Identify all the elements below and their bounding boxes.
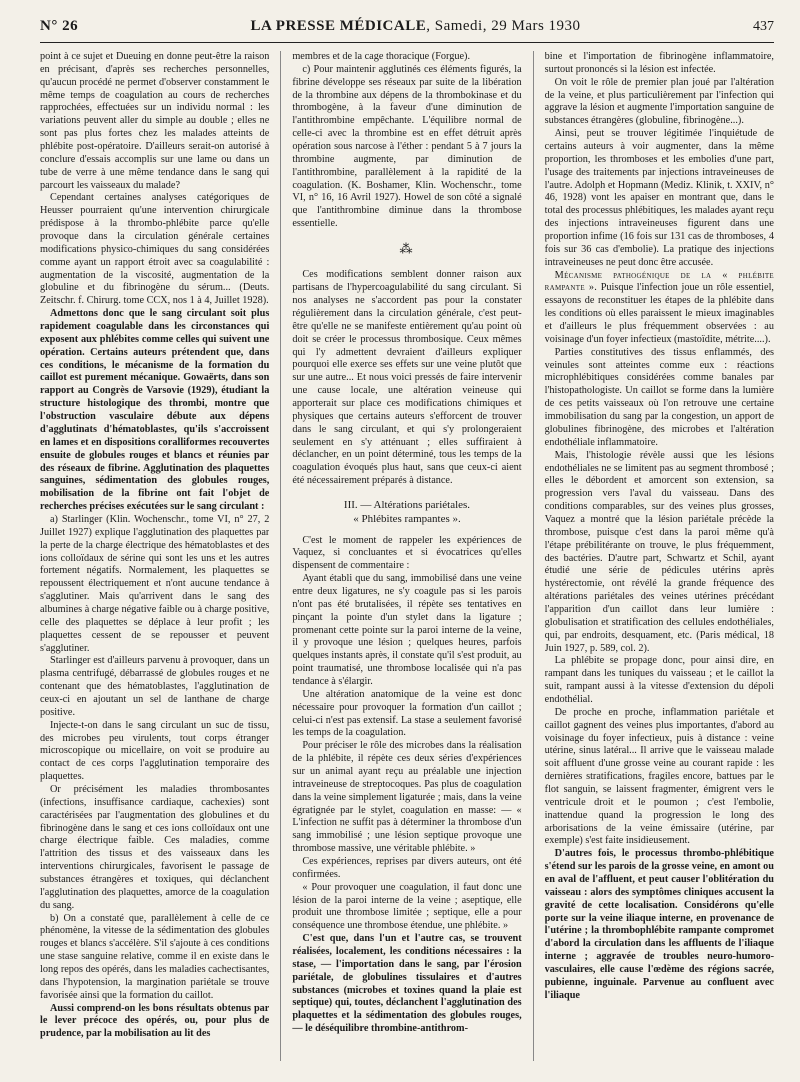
- paragraph: Ainsi, peut se trouver légitimée l'inquiétude de certains auteurs à voir augmenter, dans la même proportion, les thromboses et les embolies d'une part, l'usage des traitements par injections intraveineuses de l'autre. Adolph et Hopmann (Mediz. Klinik, t. XXIV, n° 46, 1928) vont les apaiser en montrant que, dans le total des processus phlébitiques, les malades ayant reçu des injections intraveineuses figurent dans une proportion infime (16 fois sur 131 cas de thromboses, 4 fois sur 36 cas d'embolie). La pratique des injections intraveineuses ne peut donc être accusée.: [544, 128, 774, 268]
- paragraph: b) On a constaté que, parallèlement à celle de ce phénomène, la vitesse de la sédimentation des globules rouges et blancs s'accélère. S'il s'ajoute à ces conditions une stase sanguine relative, comme il en existe dans le long repos des opérés, dans les maladies cachectisantes, dans l'hypotension, la margination pariétale se trouve favorisée ainsi que la formation du caillot.: [40, 912, 270, 1001]
- paragraph: C'est le moment de rappeler les expériences de Vaquez, si concluantes et si évocatrices qu'elles dispensent de commentaire :: [292, 534, 522, 572]
- paragraph: Une altération anatomique de la veine est donc nécessaire pour provoquer la formation d'un caillot ; celui-ci n'est pas extensif. La stase a seulement favorisé les temps de la coagulation.: [292, 688, 522, 739]
- paragraph: Admettons donc que le sang circulant soit plus rapidement coagulable dans les circonstances qui exposent aux phlébites comme celles qui suivent une opération. Certains auteurs prétendent que, dans ces conditions, le mécanisme de la formation du caillot est purement mécanique. Gowaërts, dans son rapport au Congrès de Varsovie (1929), étudiant la structure histologique des thrombi, montre que l'obstruction vasculaire débute aux dépens d'agglutinats d'hématoblastes, qu'ils s'accroissent en lames et en dispositions coralliformes recouvertes ensuite de globules rouges et blancs et réunies par des réseaux de fibrine. Agglutination des plaquettes sanguines, sédimentation des globules rouges, mobilisation de la fibrine ont fait l'objet de recherches précises exécutées sur le sang circulant :: [40, 308, 270, 513]
- journal-name: LA PRESSE MÉDICALE: [250, 18, 427, 34]
- column-2: [292, 51, 521, 1061]
- article-columns: [40, 51, 774, 1061]
- paragraph-text: Puisque l'infection joue un rôle essentiel, essayons de reconstituer les étapes de la phlébite dans les conditions où elles paraissent le mieux imaginables et d'ailleurs le plus fréquemment observées : au voisinage d'un foyer infectieux (mastoïdite, métrite....).: [544, 282, 774, 345]
- paragraph: Or précisément les maladies thrombosantes (infections, insuffisance cardiaque, cachexies) sont caractérisées par l'augmentation des globulines et du fibrinogène dans le sang et ces ions colloïdaux ont une charge électrique faible. Ces maladies, comme l'attrition des tissus et des vaisseaux dans les interventions chirurgicales, favorisent le passage de substances étrangères et toxiques, qui déclanchent l'agglutination des plaquettes, amorce de la coagulation du sang.: [40, 783, 270, 911]
- paragraph: Cependant certaines analyses catégoriques de Heusser pourraient qu'une intervention chirurgicale prédispose à la thrombo-phlébite parce qu'elle provoque dans la circulation générale certaines modifications physico-chimiques du sang considérées comme ayant un rapport étroit avec sa coagulabilité : augmentation de la viscosité, augmentation de la globuline et du fibrinogène du sérum... (Deuts. Zeitschr. f. Chirurg. tome CCX, nos 1 à 4, Juillet 1928).: [40, 192, 270, 307]
- paragraph: c) Pour maintenir agglutinés ces éléments figurés, la fibrine développe ses réseaux par suite de la libération de la thrombine aux dépens de la thrombokinase et du thrombogène, à la faveur d'une diminution de l'antithrombine empêchante. L'équilibre normal de celle-ci avec la thrombine est en effet détruit après opération sous narcose à l'éther : pendant 5 à 7 jours la thrombine augmente, par diminution de l'antithrombine, parallèlement à la rapidité de la coagulation. (K. Boshamer, Klin. Wochenschr., tome VI, n° 16, 16 Avril 1927). Howel de son côté a signalé que l'antithrombine diminue dans la thrombose essentielle.: [292, 63, 522, 230]
- subsection-lead: Mécanisme pathogénique de la « phlébite rampante ».: [544, 269, 774, 294]
- paragraph: Ces expériences, reprises par divers auteurs, ont été confirmées.: [292, 856, 522, 880]
- paragraph: De proche en proche, inflammation pariétale et caillot gagnent des veines plus importantes, d'abord au voisinage du foyer infectieux, puis à distance : veine utérine, sinus latéral... Il arrive que le vaisseau malade soit affluent d'une grosse veine au courant rapide : les dernières stratifications, fragiles encore, battues par le flot sanguin, se laissent fragmenter, émigrent vers le ventricule droit et le poumon ; c'est l'embolie, inattendue quand la progression le long des arborisations de la veine émissaire (utérine, par exemple) s'est faite insidieusement.: [544, 706, 774, 847]
- paragraph: Ayant établi que du sang, immobilisé dans une veine entre deux ligatures, ne s'y coagule pas si les parois n'ont pas été brutalisées, il répète ses tentatives en pinçant la pointe d'un stylet dans la ligature ; promenant cette pointe sur la paroi interne de la veine, il y provoque une lésion ; quelques heures, parfois quelques instants après, il constate qu'il s'est produit, au point traumatisé, une thrombose localisée qui n'a pas tendance à s'élargir.: [292, 573, 522, 687]
- paragraph: Injecte-t-on dans le sang circulant un suc de tissu, des microbes peu virulents, tout corps étranger microscopique ou micellaire, on voit se produire au contact de ces corps l'agglutination temporaire des plaquettes.: [40, 719, 270, 783]
- issue-number: N° 26: [40, 18, 79, 34]
- paragraph: Starlinger est d'ailleurs parvenu à provoquer, dans un plasma centrifugé, débarrassé de globules rouges et ne contenant que des hématoblastes, l'agglutination de ceux-ci en ajoutant un sel de lanthane de charge positive.: [40, 655, 270, 718]
- paragraph: Ces modifications semblent donner raison aux partisans de l'hypercoagulabilité du sang circulant. Si nos analyses ne s'accordent pas pour la constater régulièrement dans la circulation générale, c'est peut-être qu'elle ne se manifeste entièrement qu'au point où doit se créer le processus thrombosique. Ceux mêmes qui l'y admettent devraient d'ailleurs expliquer pourquoi elle exerce ses effets sur une veine plutôt que sur une autre... Et nous voici pressés de faire intervenir une cause locale, une altération veineuse qui apporterait sur place ces modifications chimiques et physiques que certains auteurs s'efforcent de trouver dans le sang circulant, et qui s'y prolongeraient seulement en s'y atténuant ; elles suffiraient à déclancher, en un point déterminé, tous les temps de la coagulation évoqués plus haut, sans que ceux-ci aient été nécessairement préparés à distance.: [292, 269, 522, 487]
- page-number: 437: [752, 19, 774, 34]
- paragraph: bine et l'importation de fibrinogène inflammatoire, surtout prononcés si la lésion est infectée.: [544, 51, 774, 75]
- paragraph: D'autres fois, le processus thrombo-phlébitique s'étend sur les parois de la grosse veine, en amont ou en aval de l'affluent, et peut causer l'oblitération du vaisseau : alors des symptômes cliniques accusent la gravité de cette localisation. Considérons qu'elle porte sur la veine iliaque interne, en provenance de l'utérine ; la thrombophlébite rampante compromet d'abord la circulation dans les affluents de l'iliaque interne ; aggravée de troubles neuro-humoro-vasculaires, elle cause l'œdème des régions sacrée, pubienne, inguinale. Parvenue au confluent avec l'iliaque: [544, 848, 774, 1001]
- paragraph: C'est que, dans l'un et l'autre cas, se trouvent réalisées, localement, les conditions nécessaires : la stase, — l'importation dans le sang, par l'érosion pariétale, de globulines tissulaires et d'autres substances (microbes et toxines quand la plaie est septique) qui, toutes, déclanchent l'agglutination des plaquettes et la sédimentation des globules rouges, — le déséquilibre thrombine-antithrom-: [292, 933, 522, 1035]
- paragraph: La phlébite se propage donc, pour ainsi dire, en rampant dans les tuniques du vaisseau ; et le caillot la suit, rampant aussi à la vitesse d'extension du dépoli endothélial.: [544, 655, 774, 705]
- column-3: [545, 51, 774, 1061]
- column-1: [40, 51, 269, 1061]
- paragraph: a) Starlinger (Klin. Wochenschr., tome VI, n° 27, 2 Juillet 1927) explique l'agglutination des plaquettes par la perte de la charge électrique des hématoblastes et des ions colloïdaux de sérine qui sont les uns et les autres fortement négatifs. Normalement, les plaquettes se repoussent électriquement et n'ont aucune tendance à s'agglutiner. Mais qu'arrivent dans le sang des albumines à charge négative faible ou à charge positive, celle des plaquettes se déplace à leur profit ; les plaquettes cessent de se repousser et peuvent s'agglutiner.: [40, 513, 270, 654]
- paragraph: [545, 270, 774, 347]
- section-heading-line-1: III. — Altérations pariétales.: [343, 498, 471, 511]
- journal-masthead: [251, 18, 581, 35]
- paragraph: membres et de la cage thoracique (Forgue).: [292, 51, 471, 62]
- paragraph: Mais, l'histologie révèle aussi que les lésions endothéliales ne se limitent pas au segment thrombosé ; elles le débordent et amorcent son extension, sa progression vers l'aval du vaisseau. Dans des conditions comparables, sur des veines plus grosses, Vaquez a montré que la lésion pariétale précède la thrombose, puisque c'est dans la paroi même qu'à l'étape prébilitérante on trouve, le plus fréquemment, des bactéries. D'autre part, Schwartz et Schil, ayant étudié une série de pédicules utérins après hystérectomie, ont révélé la grande fréquence des altérations pariétales des veines utérines précédant l'apparition d'un caillot dans leur lumière : globulisation et stratification des cellules endothéliales, qui, par endroits, desquament, etc. (Paris médical, 18 Juin 1927, p. 589, col. 2).: [544, 449, 774, 654]
- paragraph: Aussi comprend-on les bons résultats obtenus par le lever précoce des opérés, ou, pour plus de prudence, par la mobilisation au lit des: [40, 1002, 270, 1040]
- paragraph: Parties constitutives des tissus enflammés, des veinules sont atteintes comme eux : réactions microphlébitiques considérées comme banales par l'histopathologiste. Un caillot se forme dans la lumière de ces petits vaisseaux où l'on retrouve une certaine immobilisation du sang par la congestion, un apport de globulines fibrinogène, des microbes et l'altération endothéliale inflammatoire.: [544, 346, 774, 448]
- paragraph: « Pour provoquer une coagulation, il faut donc une lésion de la paroi interne de la veine ; aseptique, elle produit une thrombose limitée ; septique, elle a pour conséquence une thrombose étendue, une phlébite. »: [292, 881, 522, 932]
- paragraph: point à ce sujet et Dueuing en donne peut-être la raison en précisant, d'après ses recherches personnelles, qu'aucun procédé ne permet d'observer constamment le même temps de coagulation au cours de recherches rapprochées, effectuées sur un individu normal : les variations peuvent aller du simple au double ; elles ne sont pas plus fortes chez les malades atteints de phlébite post-opératoire. D'ailleurs serait-on autorisé à conclure d'essais accomplis sur une lame ou dans un tube de verre à une même tendance dans le sang qui parcourt les vaisseaux du malade?: [40, 51, 270, 191]
- paragraph: On voit le rôle de premier plan joué par l'altération de la veine, et plus particulièrement par l'infection qui aggrave la lésion et augmente l'importation sanguine de substances étrangères (globuline, fibrinogène...).: [544, 76, 774, 127]
- column-divider: [533, 51, 534, 1061]
- section-separator-asterism: ⁂: [399, 241, 415, 257]
- issue-date: , Samedi, 29 Mars 1930: [426, 18, 581, 34]
- section-heading: [292, 498, 521, 527]
- column-divider: [280, 51, 281, 1061]
- paragraph: Pour préciser le rôle des microbes dans la réalisation de la phlébite, il répète ces deux séries d'expériences sur un animal ayant reçu au préalable une injection intraveineuse de streptocoques. Pas plus de coagulation dans la veine simplement ligaturée ; mais, dans la veine égratignée par le stylet, coagulation en masse: — « L'infection ne suffit pas à déterminer la thrombose d'un sang immobilisé ; une lésion septique provoque une thrombose massive, une véritable phlébite. »: [292, 740, 522, 855]
- page-header: [40, 18, 774, 43]
- section-heading-line-2: « Phlébites rampantes ».: [353, 513, 461, 526]
